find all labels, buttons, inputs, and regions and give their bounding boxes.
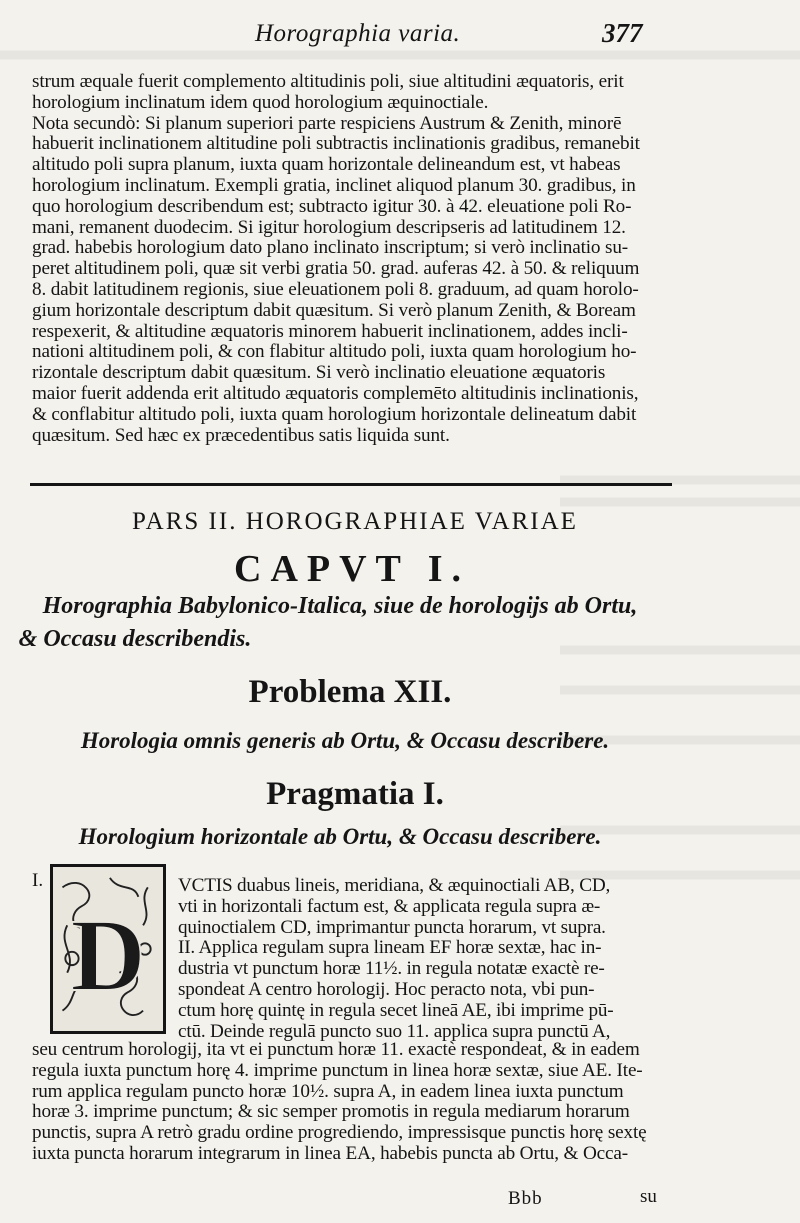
problem-heading: Problema XII. xyxy=(248,674,452,710)
text-line: quo horologium describendum est; subtracto igitur 30. à 42. eleuatione poli Ro- xyxy=(32,195,632,217)
chapter-subtitle-line-2: & Occasu describendis. xyxy=(18,626,252,652)
body-text xyxy=(32,72,672,446)
text-line: respexerit, & altitudine æquatoris minorem habuerit inclinationem, addes incli- xyxy=(32,320,628,342)
ornamental-initial-icon xyxy=(53,867,163,1031)
text-line: iuxta puncta horarum integrarum in linea EA, habebis puncta ab Ortu, & Occa- xyxy=(32,1142,628,1164)
text-line: grad. habebis horologium dato plano inclinato inscriptum; si verò inclinatio su- xyxy=(32,237,629,259)
initial-paragraph xyxy=(178,876,678,1042)
part-heading: PARS II. HOROGRAPHIAE VARIAE xyxy=(132,508,578,535)
running-head xyxy=(0,18,800,52)
text-line: regula iuxta punctum horę 4. imprime punctum in linea horæ sextæ, siue AE. Ite- xyxy=(32,1059,643,1081)
text-line: dustria vt punctum horæ 11½. in regula notatæ exactè re- xyxy=(178,958,605,980)
pragmatia-subtitle: Horologium horizontale ab Ortu, & Occasu describere. xyxy=(78,824,602,849)
section-rule xyxy=(30,483,672,486)
signature-mark: Bbb xyxy=(508,1188,543,1209)
text-line: rizontale descriptum dabit quæsitum. Si verò inclinatio eleuatione æquatoris xyxy=(32,362,606,384)
text-line: horologium inclinatum. Exempli gratia, inclinet aliquod planum 30. gradibus, in xyxy=(32,174,636,196)
catchword: su xyxy=(640,1186,657,1207)
text-line: II. Applica regulam supra lineam EF horæ sextæ, hac in- xyxy=(178,937,602,959)
text-line: seu centrum horologij, ita vt ei punctum horæ 11. exactè respondeat, & in eadem xyxy=(32,1039,640,1060)
page-number: 377 xyxy=(602,18,643,48)
text-line: spondeat A centro horologij. Hoc peracto nota, vbi pun- xyxy=(178,978,595,1000)
text-line: altitudo poli supra planum, iuxta quam horizontale delineandum est, vt habeas xyxy=(32,154,621,176)
continued-paragraph xyxy=(32,1040,682,1165)
text-line: gium horizontale descriptum dabit quæsitum. Si verò planum Zenith, & Boream xyxy=(32,299,636,321)
text-line: peret altitudinem poli, quæ sit verbi gratia 50. grad. auferas 42. à 50. & reliquum xyxy=(32,258,640,280)
text-line: quæsitum. Sed hæc ex præcedentibus satis liquida sunt. xyxy=(32,424,450,446)
text-line: VCTIS duabus lineis, meridiana, & æquinoctiali AB, CD, xyxy=(178,875,611,896)
text-line: nationi altitudinem poli, & con flabitur altitudo poli, iuxta quam horologium ho- xyxy=(32,341,637,363)
text-line: rum applica regulam puncto horæ 10½. supra A, in eadem linea iuxta punctum xyxy=(32,1080,624,1102)
decorated-initial-d xyxy=(50,864,166,1034)
text-line: punctis, supra A retrò gradu ordine progrediendo, impressisque punctis horę sextę xyxy=(32,1122,647,1144)
text-line: 8. dabit latitudinem regionis, siue eleuationem poli 8. graduum, ad quam horolo- xyxy=(32,278,639,300)
text-line: habuerit inclinationem altitudine poli subtractis inclinationis gradibus, remanebit xyxy=(32,133,640,155)
text-line: ctū. Deinde regulā puncto suo 11. applica supra punctū A, xyxy=(178,1020,611,1042)
text-line: Nota secundò: Si planum superiori parte respiciens Austrum & Zenith, minorē xyxy=(32,112,622,134)
text-line: horæ 3. imprime punctum; & sic semper promotis in regula mediarum horarum xyxy=(32,1101,630,1123)
text-line: ctum horę quintę in regula secet lineā AE, ibi imprime pū- xyxy=(178,999,614,1021)
text-line: strum æquale fuerit complemento altitudinis poli, siue altitudini æquatoris, erit xyxy=(32,71,624,92)
text-line: & conflabitur altitudo poli, iuxta quam horologium horizontale delineatum dabit xyxy=(32,403,637,425)
text-line: quinoctialem CD, imprimantur puncta horarum, vt supra. xyxy=(178,916,606,938)
chapter-heading: CAPVT I. xyxy=(234,548,470,590)
initial-letter: D xyxy=(70,896,146,1013)
text-line: horologium inclinatum idem quod horologium æquinoctiale. xyxy=(32,91,489,113)
problem-subtitle: Horologia omnis generis ab Ortu, & Occasu describere. xyxy=(80,728,610,753)
text-line: vti in horizontali factum est, & applicata regula supra æ- xyxy=(178,895,601,917)
text-line: mani, remanent duodecim. Si igitur horologium descripseris ad latitudinem 12. xyxy=(32,216,626,238)
pragmatia-heading: Pragmatia I. xyxy=(266,776,444,812)
section-number: I. xyxy=(32,870,44,891)
running-title: Horographia varia. xyxy=(255,20,461,47)
chapter-subtitle-line-1: Horographia Babylonico-Italica, siue de horologijs ab Ortu, xyxy=(42,593,638,619)
text-line: maior fuerit addenda erit altitudo æquatoris complemēto altitudinis inclinationis, xyxy=(32,382,639,404)
